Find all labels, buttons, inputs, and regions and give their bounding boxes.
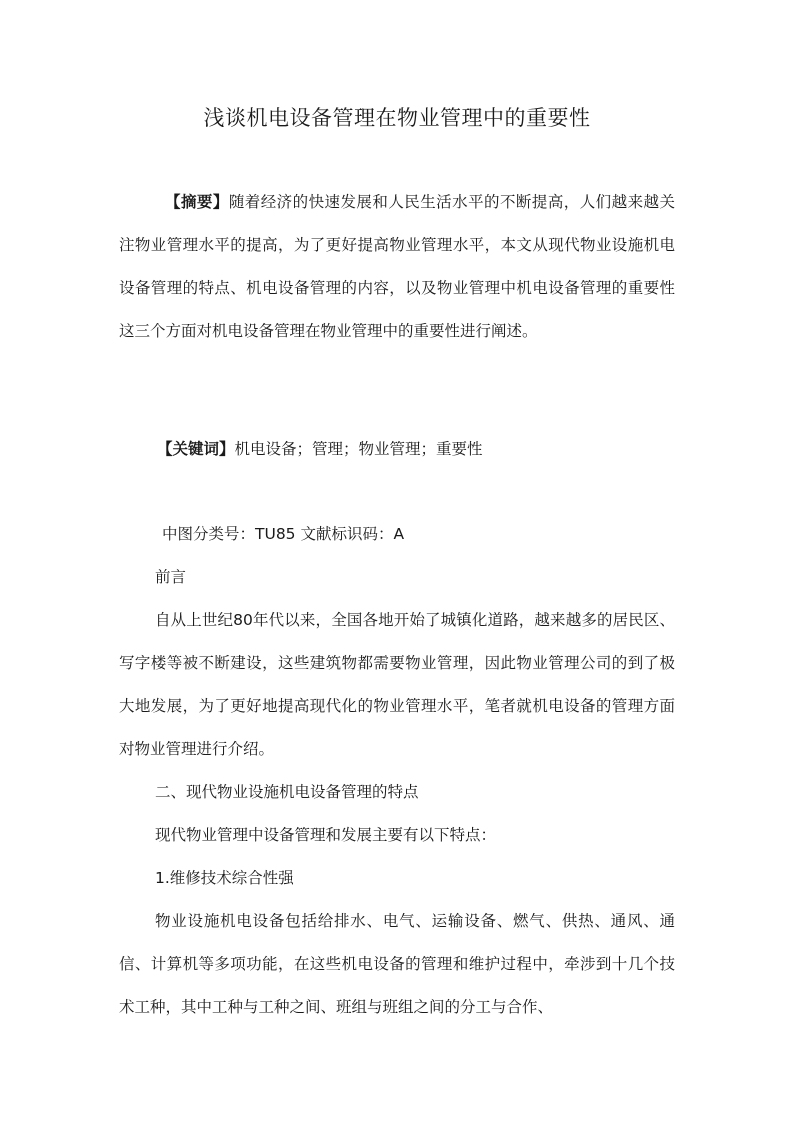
body-paragraph: 物业设施机电设备包括给排水、电气、运输设备、燃气、供热、通风、通信、计算机等多项功能，在这些机电设备的管理和维护过程中，牵涉到十几个技术工种，其中工种与工种之间、班组与班组之间的分工与合作、 bbox=[119, 912, 675, 1016]
section-heading-preface: 前言 bbox=[155, 568, 187, 586]
classification-line: 中图分类号：TU85 文献标识码：A bbox=[162, 525, 405, 543]
keywords-label: 【关键词】 bbox=[157, 440, 235, 458]
body-paragraph: 现代物业管理中设备管理和发展主要有以下特点： bbox=[155, 826, 497, 844]
section-heading: 二、现代物业设施机电设备管理的特点 bbox=[155, 783, 419, 801]
keywords-paragraph bbox=[119, 428, 675, 471]
abstract-paragraph bbox=[119, 181, 675, 353]
document-title: 浅谈机电设备管理在物业管理中的重要性 bbox=[203, 106, 591, 130]
abstract-text: 随着经济的快速发展和人民生活水平的不断提高，人们越来越关注物业管理水平的提高，为了更好提高物业管理水平，本文从现代物业设施机电设备管理的特点、机电设备管理的内容，以及物业管理中机电设备管理的重要性这三个方面对机电设备管理在物业管理中的重要性进行阐述。 bbox=[119, 193, 675, 340]
document-body bbox=[119, 556, 675, 1029]
abstract-label: 【摘要】 bbox=[165, 193, 229, 211]
keywords-text: 机电设备；管理；物业管理；重要性 bbox=[234, 440, 483, 458]
subsection-heading: 1.维修技术综合性强 bbox=[155, 869, 294, 887]
body-paragraph: 自从上世纪80年代以来，全国各地开始了城镇化道路，越来越多的居民区、写字楼等被不断建设，这些建筑物都需要物业管理，因此物业管理公司的到了极大地发展，为了更好地提高现代化的物业管理水平，笔者就机电设备的管理方面对物业管理进行介绍。 bbox=[119, 611, 675, 758]
